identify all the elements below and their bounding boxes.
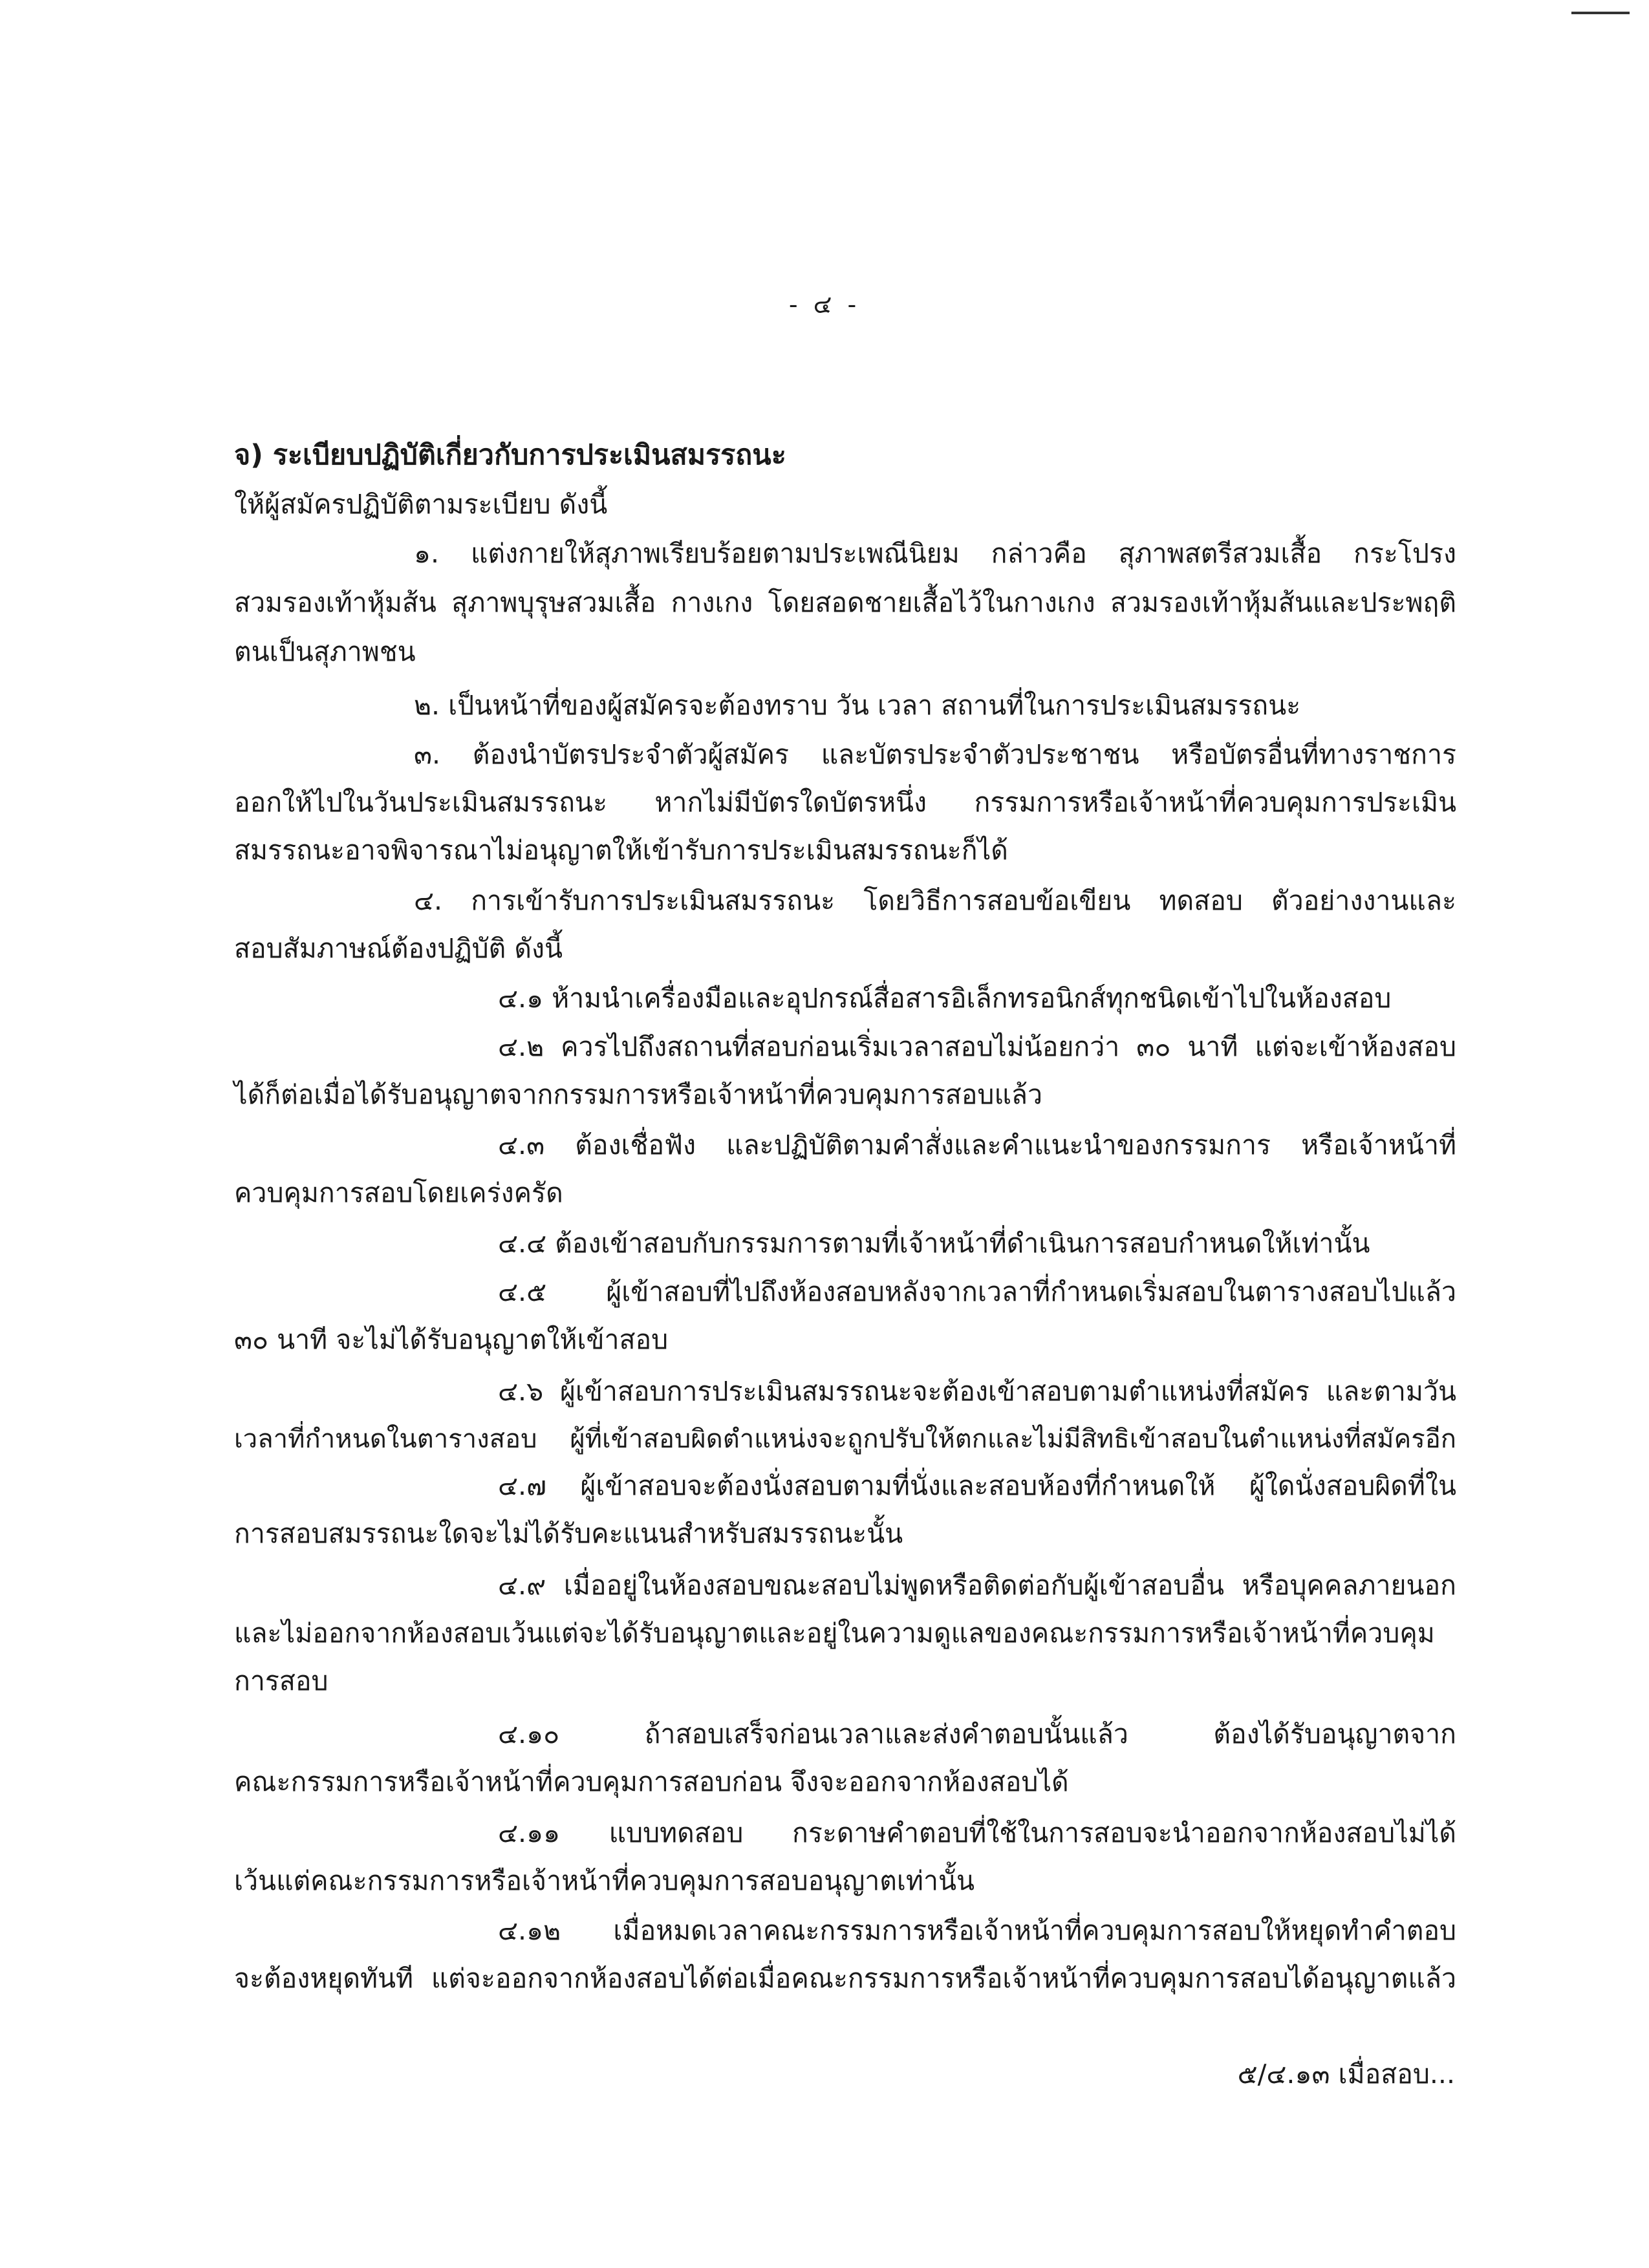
rule-4-9-line-2: และไม่ออกจากห้องสอบเว้นแต่จะได้รับอนุญาตและอยู่ในความดูแลของคณะกรรมการหรือเจ้าหน้าที่ควบคุม: [234, 1618, 1435, 1649]
rule-4-10-line-1: ๔.๑๐ ถ้าสอบเสร็จก่อนเวลาและส่งคำตอบนั้นแล้ว ต้องได้รับอนุญาตจาก: [498, 1718, 1456, 1749]
rule-4-2-line-2: ได้ก็ต่อเมื่อได้รับอนุญาตจากกรรมการหรือเจ้าหน้าที่ควบคุมการสอบแล้ว: [234, 1079, 1043, 1110]
rule-4-line-1: ๔. การเข้ารับการประเมินสมรรถนะ โดยวิธีการสอบข้อเขียน ทดสอบ ตัวอย่างงานและ: [414, 885, 1456, 916]
intro-line: ให้ผู้สมัครปฏิบัติตามระเบียบ ดังนี้: [234, 489, 608, 520]
rule-3-line-3: สมรรถนะอาจพิจารณาไม่อนุญาตให้เข้ารับการประเมินสมรรถนะก็ได้: [234, 835, 1008, 866]
continuation-note: ๕/๔.๑๓ เมื่อสอบ...: [1237, 2059, 1455, 2090]
rule-3-line-2: ออกให้ไปในวันประเมินสมรรถนะ หากไม่มีบัตรใดบัตรหนึ่ง กรรมการหรือเจ้าหน้าที่ควบคุมการประเมิน: [234, 787, 1456, 818]
rule-4-1-line-1: ๔.๑ ห้ามนำเครื่องมือและอุปกรณ์สื่อสารอิเล็กทรอนิกส์ทุกชนิดเข้าไปในห้องสอบ: [498, 983, 1392, 1014]
rule-4-9-line-1: ๔.๙ เมื่ออยู่ในห้องสอบขณะสอบไม่พูดหรือติดต่อกับผู้เข้าสอบอื่น หรือบุคคลภายนอก: [498, 1570, 1456, 1601]
rule-4-11-line-2: เว้นแต่คณะกรรมการหรือเจ้าหน้าที่ควบคุมการสอบอนุญาตเท่านั้น: [234, 1865, 975, 1896]
rule-4-7-line-1: ๔.๗ ผู้เข้าสอบจะต้องนั่งสอบตามที่นั่งและสอบห้องที่กำหนดให้ ผู้ใดนั่งสอบผิดที่ใน: [498, 1470, 1456, 1501]
rule-4-9-line-3: การสอบ: [234, 1665, 329, 1696]
rule-4-5-line-1: ๔.๕ ผู้เข้าสอบที่ไปถึงห้องสอบหลังจากเวลาที่กำหนดเริ่มสอบในตารางสอบไปแล้ว: [498, 1276, 1456, 1307]
rule-1-line-3: ตนเป็นสุภาพชน: [234, 636, 416, 667]
corner-line-mark: [1571, 12, 1630, 14]
rule-4-line-2: สอบสัมภาษณ์ต้องปฏิบัติ ดังนี้: [234, 933, 563, 964]
rule-4-11-line-1: ๔.๑๑ แบบทดสอบ กระดาษคำตอบที่ใช้ในการสอบจะนำออกจากห้องสอบไม่ได้: [498, 1817, 1456, 1848]
rule-1-line-2: สวมรองเท้าหุ้มส้น สุภาพบุรุษสวมเสื้อ กางเกง โดยสอดชายเสื้อไว้ในกางเกง สวมรองเท้าหุ้มส้นและประพฤติ: [234, 587, 1456, 618]
rule-4-7-line-2: การสอบสมรรถนะใดจะไม่ได้รับคะแนนสำหรับสมรรถนะนั้น: [234, 1518, 903, 1549]
rule-4-12-line-2: จะต้องหยุดทันที แต่จะออกจากห้องสอบได้ต่อเมื่อคณะกรรมการหรือเจ้าหน้าที่ควบคุมการสอบได้อนุญาตแล้ว: [234, 1963, 1456, 1994]
rule-4-3-line-1: ๔.๓ ต้องเชื่อฟัง และปฏิบัติตามคำสั่งและคำแนะนำของกรรมการ หรือเจ้าหน้าที่: [498, 1129, 1456, 1161]
rule-4-10-line-2: คณะกรรมการหรือเจ้าหน้าที่ควบคุมการสอบก่อน จึงจะออกจากห้องสอบได้: [234, 1766, 1069, 1797]
rule-4-2-line-1: ๔.๒ ควรไปถึงสถานที่สอบก่อนเริ่มเวลาสอบไม่น้อยกว่า ๓๐ นาที แต่จะเข้าห้องสอบ: [498, 1031, 1456, 1062]
rule-4-5-line-2: ๓๐ นาที จะไม่ได้รับอนุญาตให้เข้าสอบ: [234, 1324, 669, 1355]
rule-4-6-line-2: เวลาที่กำหนดในตารางสอบ ผู้ที่เข้าสอบผิดตำแหน่งจะถูกปรับให้ตกและไม่มีสิทธิเข้าสอบในตำแหน่งที่สมัครอีก: [234, 1424, 1456, 1454]
page-number: - ๔ -: [788, 290, 861, 319]
section-heading: จ) ระเบียบปฏิบัติเกี่ยวกับการประเมินสมรรถนะ: [234, 439, 786, 471]
rule-4-4-line-1: ๔.๔ ต้องเข้าสอบกับกรรมการตามที่เจ้าหน้าที่ดำเนินการสอบกำหนดให้เท่านั้น: [498, 1228, 1370, 1259]
rule-4-12-line-1: ๔.๑๒ เมื่อหมดเวลาคณะกรรมการหรือเจ้าหน้าที่ควบคุมการสอบให้หยุดทำคำตอบ: [498, 1915, 1456, 1946]
rule-1-line-1: ๑. แต่งกายให้สุภาพเรียบร้อยตามประเพณีนิยม กล่าวคือ สุภาพสตรีสวมเสื้อ กระโปรง: [414, 538, 1456, 569]
rule-4-3-line-2: ควบคุมการสอบโดยเคร่งครัด: [234, 1177, 563, 1208]
rule-2-line-1: ๒. เป็นหน้าที่ของผู้สมัครจะต้องทราบ วัน เวลา สถานที่ในการประเมินสมรรถนะ: [414, 690, 1301, 721]
rule-4-6-line-1: ๔.๖ ผู้เข้าสอบการประเมินสมรรถนะจะต้องเข้าสอบตามตำแหน่งที่สมัคร และตามวัน: [498, 1376, 1456, 1407]
rule-3-line-1: ๓. ต้องนำบัตรประจำตัวผู้สมัคร และบัตรประจำตัวประชาชน หรือบัตรอื่นที่ทางราชการ: [414, 739, 1456, 770]
